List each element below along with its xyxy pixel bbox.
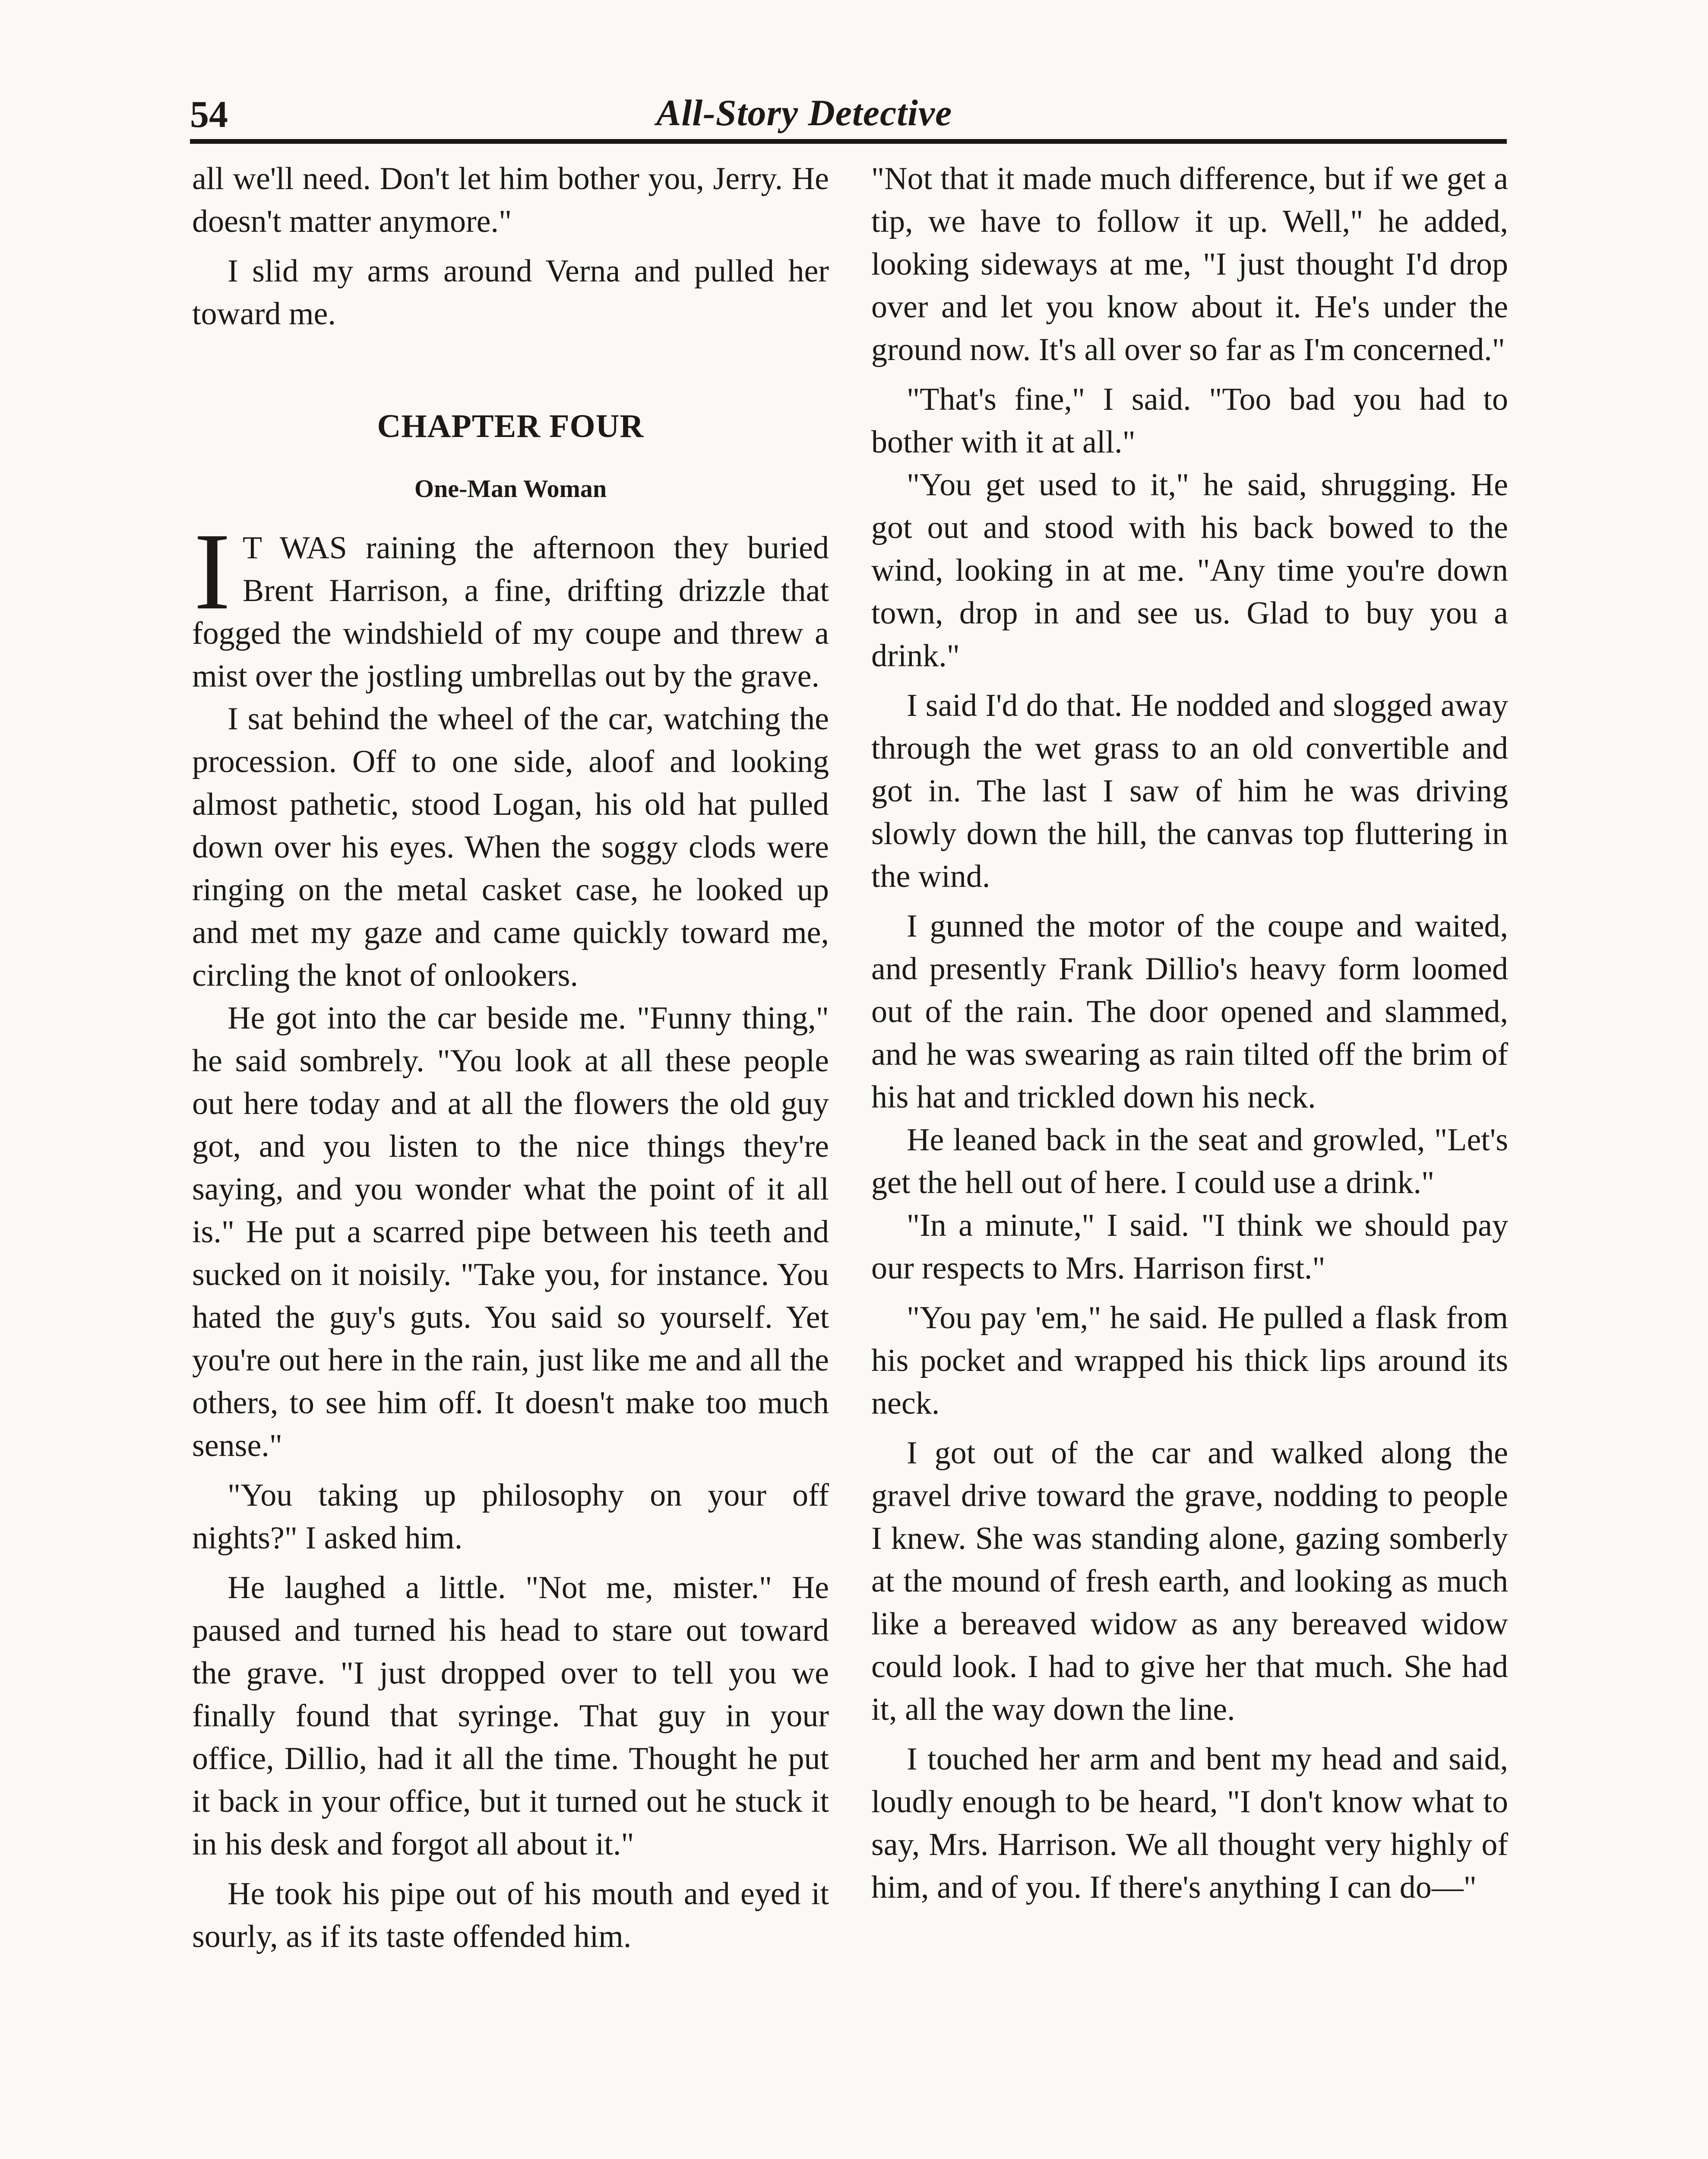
right-column <box>871 158 1508 1909</box>
paragraph: He took his pipe out of his mouth and eyed it sourly, as if its taste offended him. <box>192 1876 829 1954</box>
paragraph: I gunned the motor of the coupe and waited, and presently Frank Dillio's heavy form loomed out of the rain. The door opened and slammed, and he was swearing as rain tilted off the brim of his hat and trickled down his neck. <box>871 909 1508 1115</box>
paragraph: all we'll need. Don't let him bother you, Jerry. He doesn't matter anymore." <box>192 161 829 239</box>
paragraph: I slid my arms around Verna and pulled her toward me. <box>192 253 829 332</box>
chapter-subtitle: One-Man Woman <box>414 475 607 503</box>
paragraph: He leaned back in the seat and growled, "Let's get the hell out of here. I could use a drink." <box>871 1122 1508 1200</box>
paragraph: "Not that it made much difference, but if we get a tip, we have to follow it up. Well," he added, looking sideways at me, "I just thought I'd drop over and let you know about it. He's under the ground now. It's all over so far as I'm concerned." <box>871 161 1508 367</box>
paragraph: "You pay 'em," he said. He pulled a flask from his pocket and wrapped his thick lips around its neck. <box>871 1300 1508 1421</box>
paragraph: I said I'd do that. He nodded and slogged away through the wet grass to an old convertible and got in. The last I saw of him he was driving slowly down the hill, the canvas top fluttering in the wind. <box>871 688 1508 894</box>
paragraph: "You taking up philosophy on your off nights?" I asked him. <box>192 1478 829 1556</box>
drop-cap: I <box>194 511 231 633</box>
paragraph: "In a minute," I said. "I think we should pay our respects to Mrs. Harrison first." <box>871 1208 1508 1286</box>
paragraph: "You get used to it," he said, shrugging. He got out and stood with his back bowed to the wind, looking in at me. "Any time you're down town, drop in and see us. Glad to buy you a drink." <box>871 467 1508 674</box>
header-rule <box>190 139 1507 144</box>
page-header <box>190 86 1507 145</box>
paragraph: He laughed a little. "Not me, mister." He paused and turned his head to stare out toward the grave. "I just dropped over to tell you we finally found that syringe. That guy in your office, Dillio, had it all the time. Thought he put it back in your office, but it turned out he stuck it in his desk and forgot all about it." <box>192 1570 829 1862</box>
page-number: 54 <box>190 94 228 136</box>
paragraph: I got out of the car and walked along the gravel drive toward the grave, nodding to people I knew. She was standing alone, gazing somberly at the mound of fresh earth, and looking as much like a bereaved widow as any bereaved widow could look. I had to give her that much. She had it, all the way down the line. <box>871 1435 1508 1727</box>
paragraph: He got into the car beside me. "Funny thing," he said sombrely. "You look at all these people out here today and at all the flowers the old guy got, and you listen to the nice things they're saying, and you wonder what the point of it all is." He put a scarred pipe between his teeth and sucked on it noisily. "Take you, for instance. You hated the guy's guts. You said so yourself. Yet you're out here in the rain, just like me and all the others, to see him off. It doesn't make too much sense." <box>192 1000 829 1463</box>
paragraph: I sat behind the wheel of the car, watching the procession. Off to one side, aloof and looking almost pathetic, stood Logan, his old hat pulled down over his eyes. When the soggy clods were ringing on the metal casket case, he looked up and met my gaze and came quickly toward me, circling the knot of onlookers. <box>192 701 829 993</box>
left-column <box>192 158 829 1958</box>
paragraph: "That's fine," I said. "Too bad you had to bother with it at all." <box>871 382 1508 460</box>
opening-text: T WAS raining the afternoon they buried Brent Harrison, a fine, drifting drizzle that fogged the windshield of my coupe and threw a mist over the jostling umbrellas out by the grave. <box>192 530 829 694</box>
opening-paragraph <box>192 511 829 698</box>
running-title: All-Story Detective <box>656 92 952 133</box>
chapter-title: CHAPTER FOUR <box>377 408 644 444</box>
paragraph: I touched her arm and bent my head and said, loudly enough to be heard, "I don't know what to say, Mrs. Harrison. We all thought very highly of him, and of you. If there's anything I can do—" <box>871 1741 1508 1905</box>
